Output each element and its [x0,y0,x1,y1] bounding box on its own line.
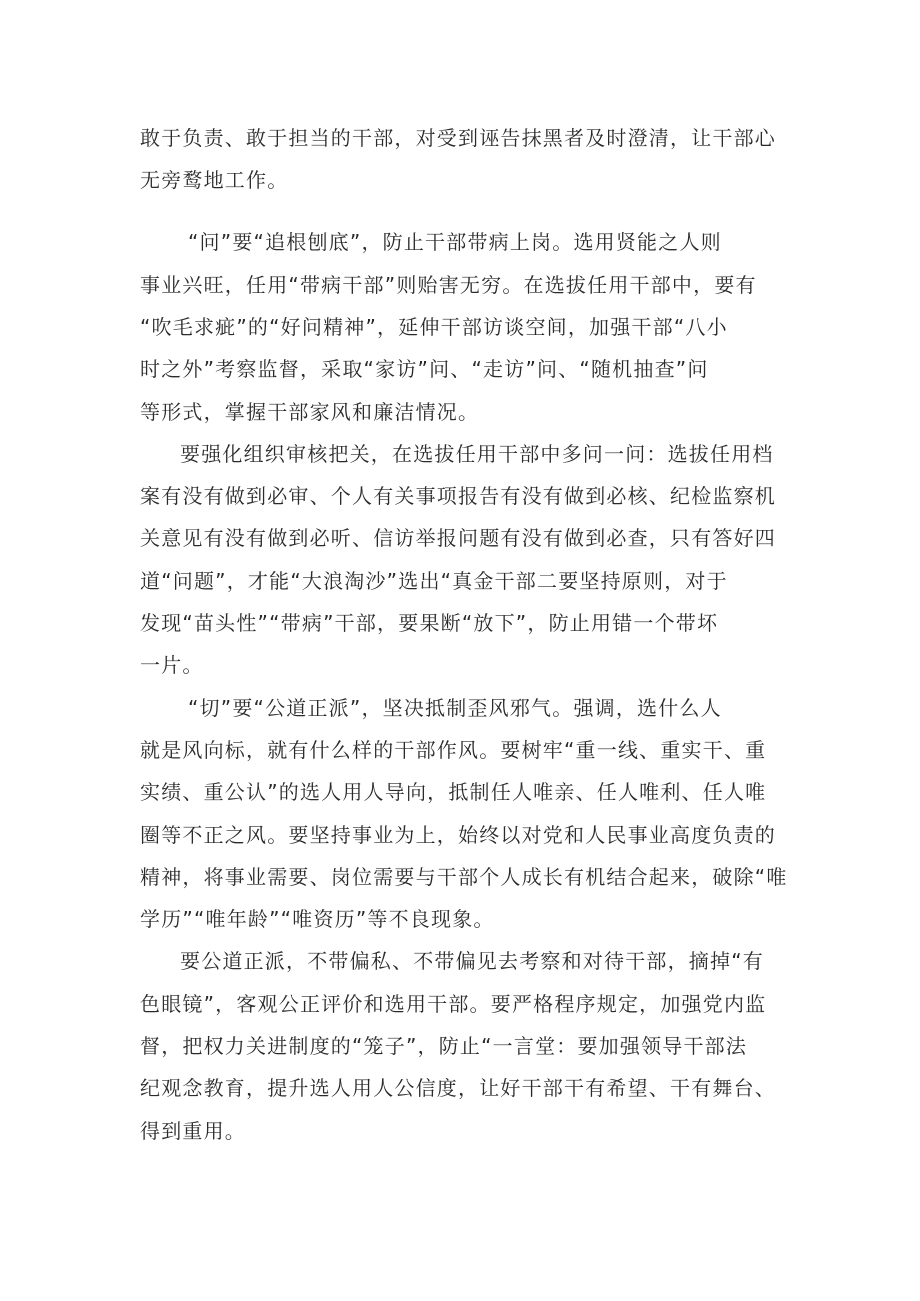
text-line: 精神，将事业需要、岗位需要与干部个人成长有机结合起来，破除“唯 [140,865,788,889]
text-line: 事业兴旺，任用“带病干部”则贻害无穷。在选拔任用干部中，要有 [140,273,757,297]
text-line: 无旁鹜地工作。 [140,168,289,192]
text-line: 关意见有没有做到必听、信访举报问题有没有做到必查，只有答好四 [140,526,776,550]
text-line: “切”要“公道正派”，坚决抵制歪风邪气。强调，选什么人 [188,696,722,720]
text-line: 就是风向标，就有什么样的干部作风。要树牢“重一线、重实干、重 [140,738,767,762]
text-line: 实绩、重公认”的选人用人导向，抵制任人唯亲、任人唯利、任人唯 [140,780,767,804]
text-line: 一片。 [140,653,204,677]
text-line: 学历”“唯年龄”“唯资历”等不良现象。 [140,907,495,931]
text-line: 圈等不正之风。要坚持事业为上，始终以对党和人民事业高度负责的 [140,823,776,847]
text-line: 纪观念教育，提升选人用人公信度，让好干部干有希望、干有舞台、 [140,1076,776,1100]
text-line: 色眼镜”，客观公正评价和选用干部。要严格程序规定，加强党内监 [140,992,767,1016]
text-line: 案有没有做到必审、个人有关事项报告有没有做到必核、纪检监察机 [140,484,776,508]
text-line: “问”要“追根刨底”，防止干部带病上岗。选用贤能之人则 [188,230,722,254]
text-line: 等形式，掌握干部家风和廉洁情况。 [140,400,480,424]
text-line: 发现“苗头性”“带病”干部，要果断“放下”，防止用错一个带坏 [140,611,719,635]
text-line: 督，把权力关进制度的“笼子”，防止“一言堂：要加强领导干部法 [140,1034,748,1058]
text-line: “吹毛求疵”的“好问精神”，延伸干部访谈空间，加强干部“八小 [140,315,728,339]
text-line: 要强化组织审核把关，在选拔任用干部中多问一问：选拔任用档 [180,442,774,466]
text-line: 要公道正派，不带偏私、不带偏见去考察和对待干部，摘掉“有 [180,949,764,973]
text-line: 时之外”考察监督，采取“家访”问、“走访”问、“随机抽查”问 [140,357,709,381]
text-line: 道“问题”，才能“大浪淘沙”选出“真金干部二要坚持原则，对于 [140,569,728,593]
text-line: 敢于负责、敢于担当的干部，对受到诬告抹黑者及时澄清，让干部心 [140,126,776,150]
text-line: 得到重用。 [140,1119,246,1143]
